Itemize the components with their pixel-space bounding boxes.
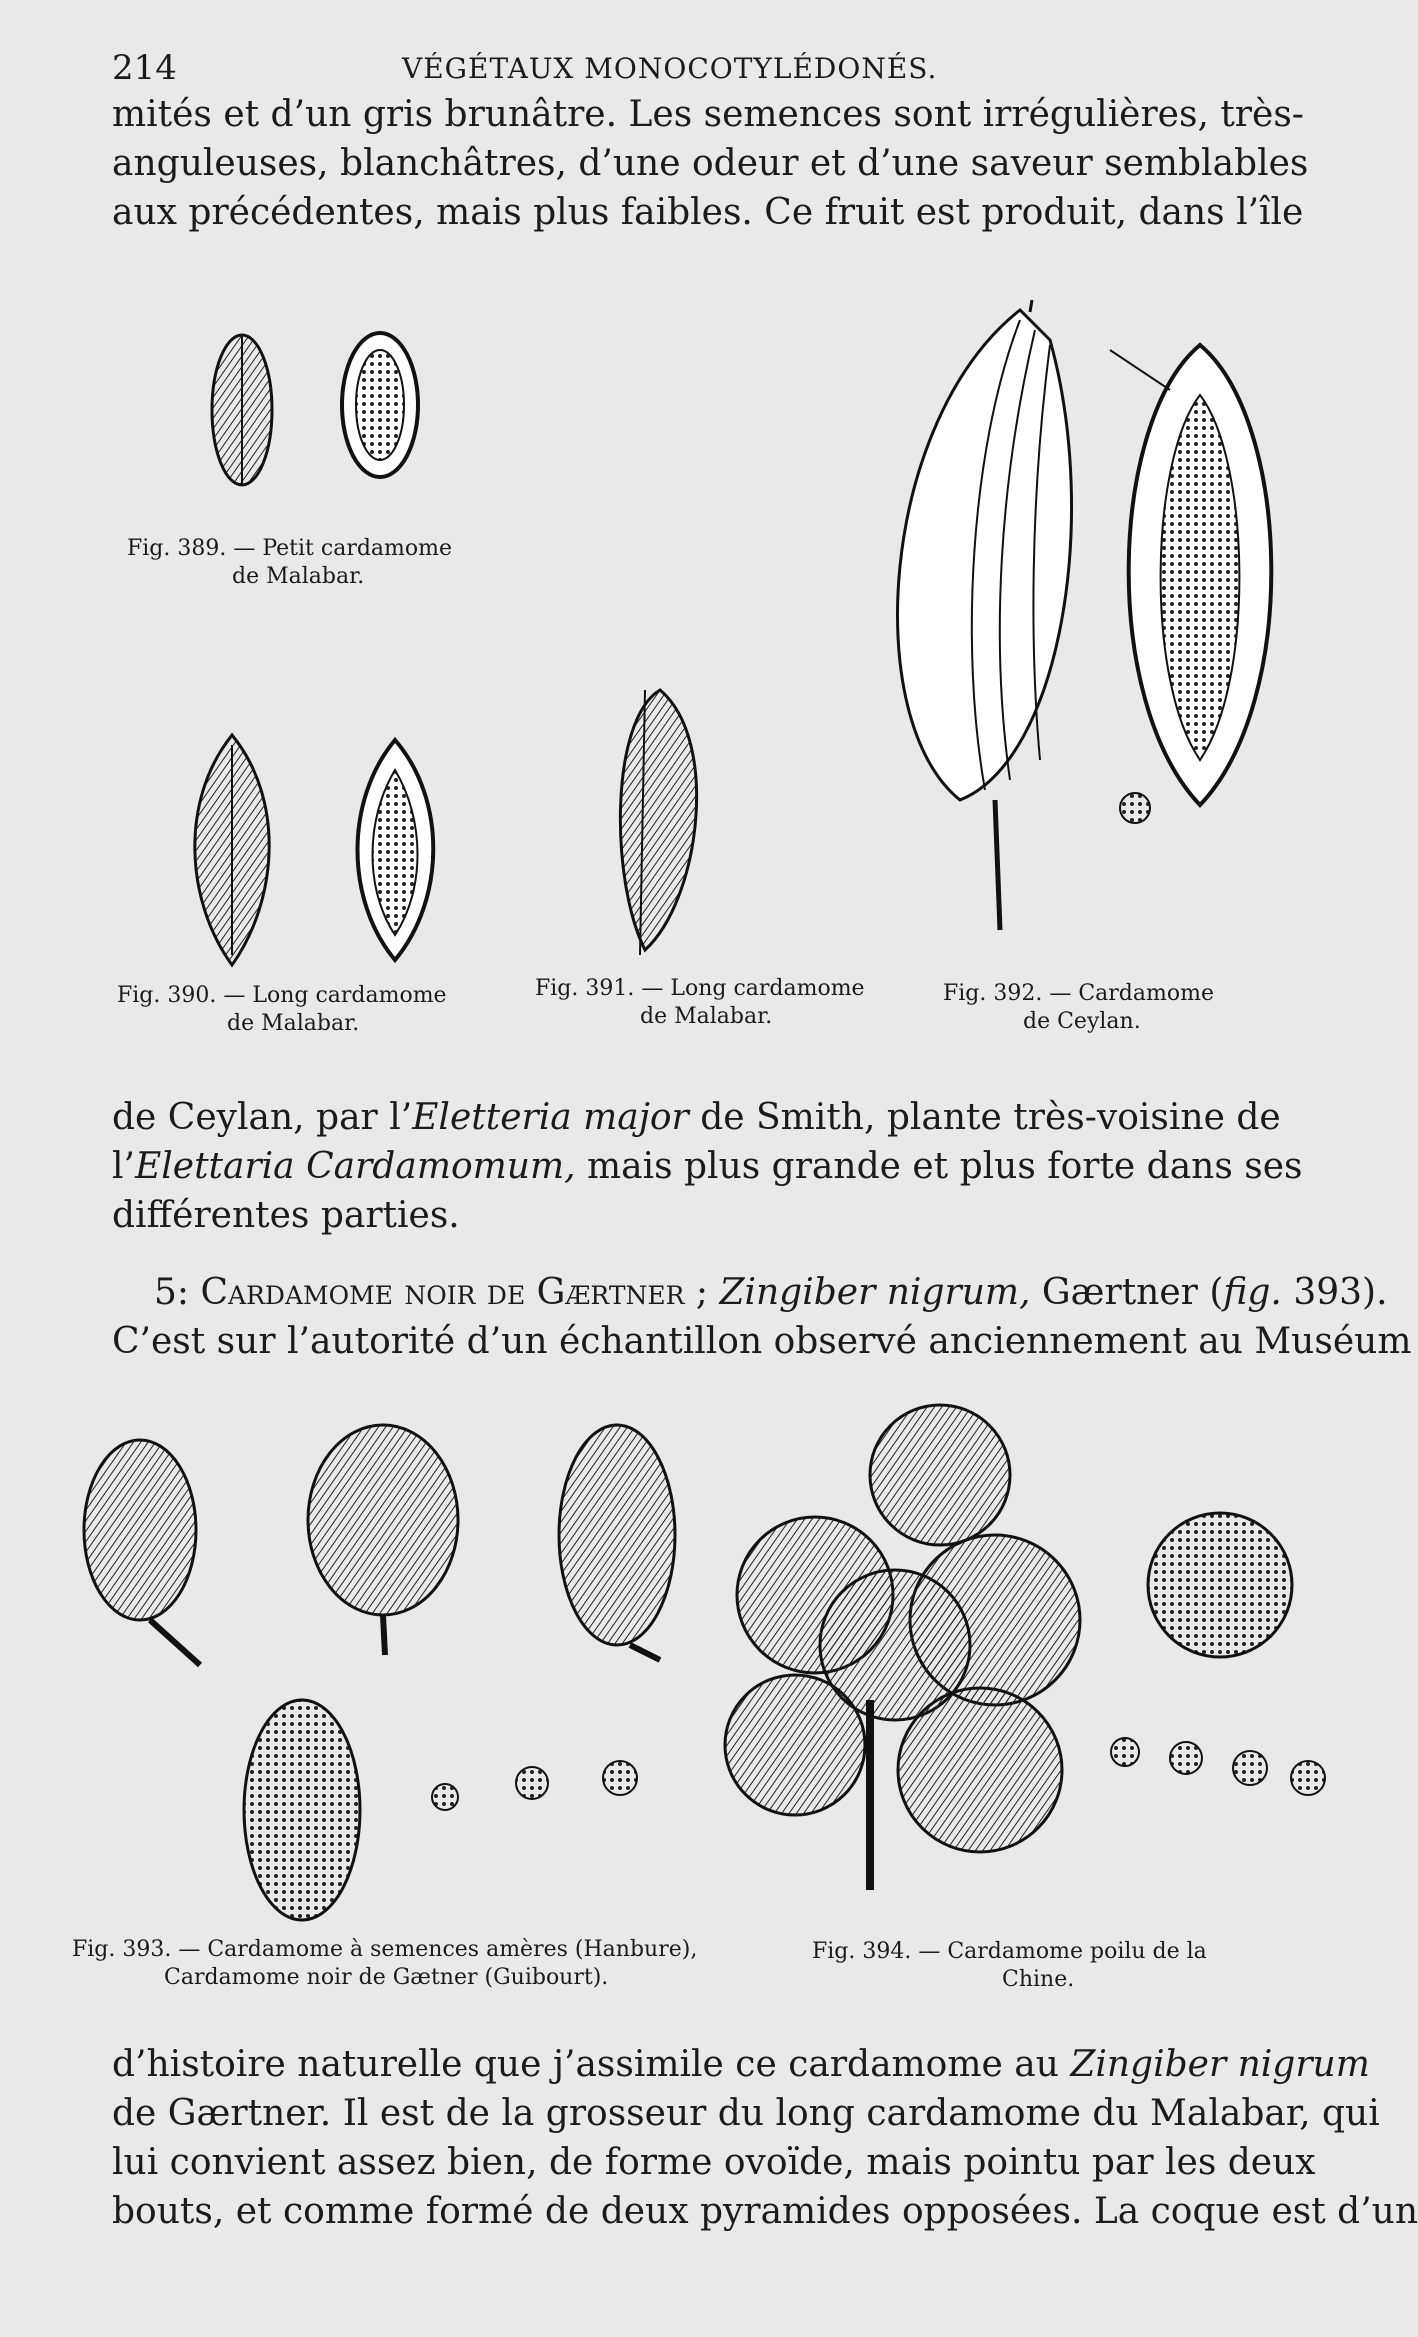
- caption-line: Fig. 394. — Cardamome poilu de la: [812, 1939, 1207, 1964]
- caption-fig389: [127, 535, 452, 591]
- caption-fig394: [812, 1938, 1207, 1994]
- fig393-fruit-illustration: [84, 1440, 200, 1665]
- fig394-seeds-illustration: [1111, 1738, 1325, 1795]
- caption-line: de Malabar.: [227, 1011, 360, 1036]
- caption-line: Fig. 392. — Cardamome: [943, 981, 1214, 1006]
- fig390-pod-illustration: [195, 735, 269, 965]
- author: Gærtner (: [1030, 1272, 1224, 1313]
- middle-paragraph: [112, 1093, 1303, 1240]
- text-line: aux précédentes, mais plus faibles. Ce fruit est produit, dans l’île: [112, 192, 1304, 233]
- fig392-open-pod-illustration: [1110, 345, 1271, 805]
- species-name: Zingiber nigrum: [1070, 2044, 1370, 2085]
- section-title: Cardamome noir de Gærtner: [200, 1272, 685, 1313]
- caption-line: Fig. 390. — Long cardamome: [117, 983, 447, 1008]
- text-line: mités et d’un gris brunâtre. Les semences sont irrégulières, très-: [112, 94, 1304, 135]
- section-number: 5:: [154, 1272, 190, 1313]
- text-run: mais plus grande et plus forte dans ses: [575, 1146, 1303, 1187]
- caption-line: de Ceylan.: [1023, 1009, 1141, 1034]
- caption-line: Fig. 393. — Cardamome à semences amères (Hanbure),: [72, 1937, 698, 1962]
- text-line: de Gærtner. Il est de la grosseur du long cardamome du Malabar, qui: [112, 2093, 1380, 2134]
- fig393-open-fruit-illustration: [244, 1700, 360, 1920]
- fig389-pod-illustration: [212, 335, 272, 485]
- caption-fig392: [943, 980, 1214, 1036]
- fig393-seeds-illustration: [432, 1761, 637, 1810]
- figure-number: 393).: [1281, 1272, 1388, 1313]
- caption-line: Cardamome noir de Gætner (Guibourt).: [164, 1965, 609, 1990]
- text-run: de Smith, plante très-voisine de: [688, 1097, 1281, 1138]
- fig392-seed-illustration: [1120, 793, 1150, 823]
- text-line: différentes parties.: [112, 1195, 460, 1236]
- fig392-pod-illustration: [898, 300, 1072, 930]
- caption-fig391: [535, 975, 865, 1031]
- caption-line: de Malabar.: [640, 1004, 773, 1029]
- text-line: C’est sur l’autorité d’un échantillon observé anciennement au Muséum: [112, 1321, 1412, 1362]
- caption-line: de Malabar.: [232, 564, 365, 589]
- fig394-open-fruit-illustration: [1148, 1513, 1292, 1657]
- text-run: d’histoire naturelle que j’assimile ce cardamome au: [112, 2044, 1071, 2085]
- fig391-pod-illustration: [620, 690, 696, 955]
- caption-fig393: [72, 1936, 697, 1992]
- text-line: bouts, et comme formé de deux pyramides opposées. La coque est d’un: [112, 2191, 1418, 2232]
- section-5: [112, 1268, 1412, 1366]
- species-name: Eletteria major: [412, 1097, 689, 1138]
- text-run: de Ceylan, par l’: [112, 1097, 413, 1138]
- species-name: Zingiber nigrum,: [719, 1272, 1031, 1313]
- text-line: anguleuses, blanchâtres, d’une odeur et d’une saveur semblables: [112, 143, 1309, 184]
- fig390-open-pod-illustration: [358, 740, 434, 960]
- caption-line: Fig. 389. — Petit cardamome: [127, 536, 453, 561]
- fig393-fruit-illustration: [559, 1425, 675, 1660]
- caption-line: Fig. 391. — Long cardamome: [535, 976, 865, 1001]
- caption-fig390: [117, 982, 447, 1038]
- text-run: l’: [112, 1146, 135, 1187]
- species-name: Elettaria Cardamomum,: [134, 1146, 576, 1187]
- text-line: [112, 1142, 1303, 1191]
- caption-line: Chine.: [1002, 1967, 1075, 1992]
- bottom-paragraph: [112, 2040, 1418, 2236]
- page-number: 214: [112, 48, 177, 88]
- text-line: [112, 1093, 1282, 1142]
- running-title: VÉGÉTAUX MONOCOTYLÉDONÉS.: [402, 52, 938, 85]
- text-line: lui convient assez bien, de forme ovoïde, mais pointu par les deux: [112, 2142, 1316, 2183]
- separator: ;: [684, 1272, 720, 1313]
- fig389-open-pod-illustration: [342, 333, 418, 477]
- fig393-fruit-illustration: [308, 1425, 458, 1655]
- figure-reference: fig.: [1223, 1272, 1282, 1313]
- section-heading-line: [112, 1268, 1388, 1317]
- text-line: [112, 2040, 1370, 2089]
- fig394-fruit-cluster-illustration: [725, 1405, 1080, 1890]
